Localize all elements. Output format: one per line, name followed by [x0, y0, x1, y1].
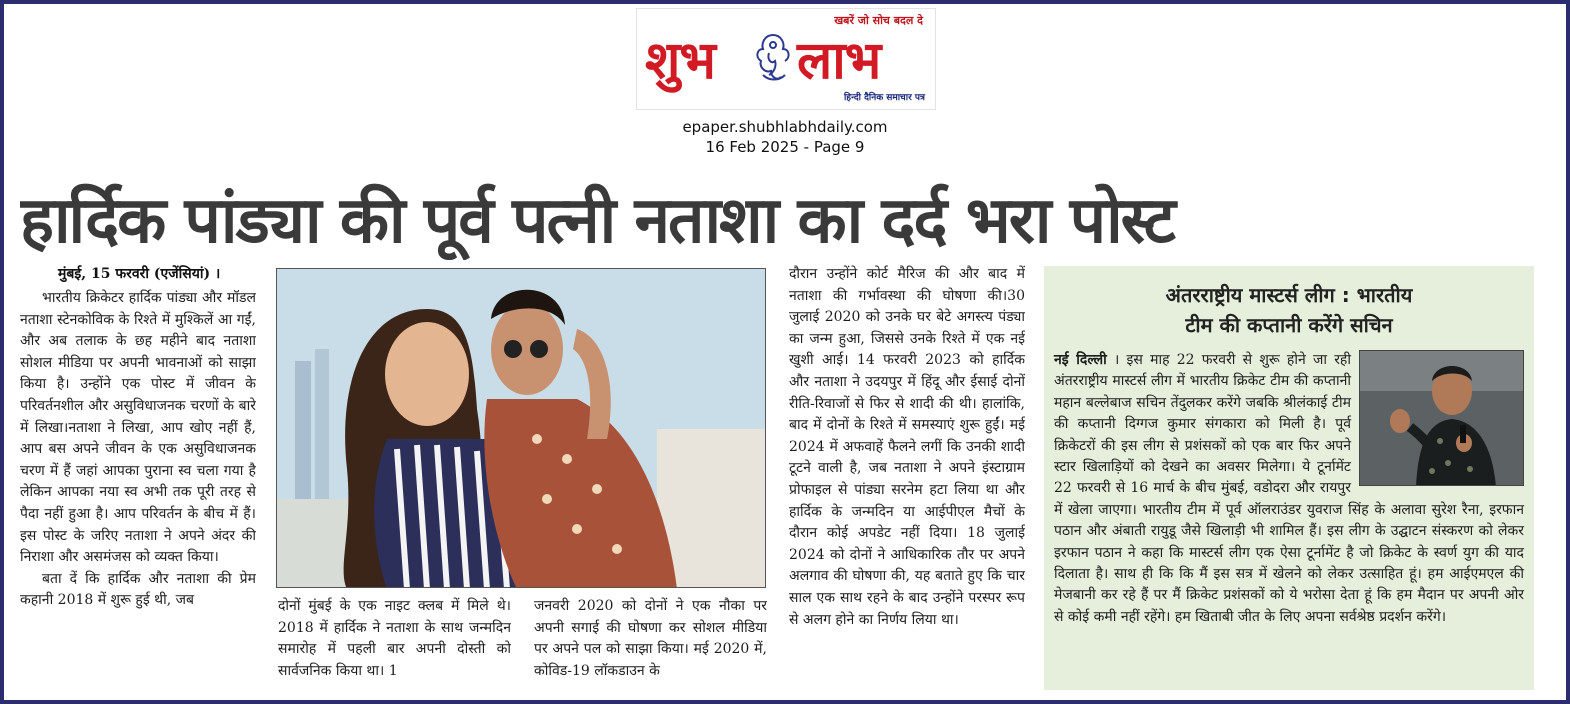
masthead-logo	[636, 8, 936, 110]
sidebar-text: । इस माह 22 फरवरी से शुरू होने जा रही अंतरराष्ट्रीय मास्टर्स लीग में भारतीय क्रिकेट टीम की कप्तानी महान बल्लेबाज सचिन तेंदुलकर करेंगे जबकि श्रीलंकाई टीम की कप्तानी दिग्गज कुमार संगकारा को मिली है। पूर्व क्रिकेटरों की इस लीग से प्रशंसकों को एक बार फिर अपने स्टार खिलाड़ियों को देखने का अवसर मिलेगा। ये टूर्नामेंट 22 फरवरी से 16 मार्च के बीच मुंबई, वडोदरा और रायपुर में खेला जाएगा। भारतीय टीम में पूर्व ऑलराउंडर युवराज सिंह के अलावा सुरेश रैना, इरफान पठान और अंबाती रायुडू जैसे खिलाड़ी भी शामिल हैं। इस लीग के उद्घाटन संस्करण को लेकर इरफान पठान ने कहा कि मास्टर्स लीग एक ऐसा टूर्नामेंट है जो क्रिकेट के स्वर्ण युग की याद दिलाता है। साथ ही कि कि मैं इस सत्र में खेलने को लेकर उत्साहित हूं। हम आईएमएल की मेजबानी कर रहे हैं पर मैं क्रिकेट प्रशंसकों को ये भरोसा देता हूं कि हम मैदान पर अपनी ओर से कोई कमी नहीं रहेंगे। हम खिताबी जीत के लिए अपना सर्वश्रेष्ठ प्रदर्शन करेंगे।	[1054, 352, 1524, 625]
article-column-1	[20, 288, 256, 688]
sidebar-headline-line: अंतरराष्ट्रीय मास्टर्स लीग : भारतीय	[1165, 283, 1413, 307]
masthead-tagline: खबरें जो सोच बदल दे	[834, 14, 923, 27]
article-column-3: जनवरी 2020 को दोनों ने एक नौका पर अपनी सगाई की घोषणा कर सोशल मीडिया पर अपने पल को साझा किया। मई 2020 में, कोविड-19 लॉकडाउन के	[534, 598, 767, 679]
logo-word-shubh: शुभ	[645, 31, 715, 91]
article-paragraph: भारतीय क्रिकेटर हार्दिक पांड्या और मॉडल नताशा स्टेनकोविक के रिश्ते में मुश्किलें आ गईं, और अब तलाक के छह महीने बाद नताशा सोशल मीडिया पर अपनी भावनाओं को साझा किया है। उन्होंने एक पोस्ट में जीवन के परिवर्तनशील और असुविधाजनक चरणों के बारे में लिखा।नताशा ने लिखा, आप खोए नहीं हैं, आप बस अपने जीवन के एक असुविधाजनक चरण में हैं जहां आपका पुराना स्व चला गया है लेकिन आपका नया स्व अभी तक पूरी तरह से पैदा नहीं हुआ है। आप परिवर्तन के बीच में हैं। इस पोस्ट के जरिए नताशा ने अपने अंदर की निराशा और असमंजस को व्यक्त किया।	[20, 290, 256, 566]
source-date: 16 Feb 2025 - Page 9	[705, 138, 865, 156]
article-headline: हार्दिक पांड्या की पूर्व पत्नी नताशा का दर्द भरा पोस्ट	[20, 184, 1174, 258]
sidebar-story	[1044, 266, 1534, 690]
article-column-4: दौरान उन्होंने कोर्ट मैरिज की और बाद में नताशा की गर्भावस्था की घोषणा की।30 जुलाई 2020 को उनके घर बेटे अगस्त्य पंड्या का जन्म हुआ, जिससे उनके रिश्ते में एक नई खुशी आई। 14 फरवरी 2023 को हार्दिक और नताशा ने उदयपुर में हिंदू और ईसाई दोनों रीति-रिवाजों से फिर से शादी की थी। हालांकि, बाद में दोनों के रिश्ते में समस्याएं शुरू हुईं। मई 2024 में अफवाहें फैलने लगीं कि उनकी शादी टूटने वाली है, जब नताशा ने अपने इंस्टाग्राम प्रोफाइल से पांड्या सरनेम हटा लिया था और हार्दिक के जन्मदिन या आईपीएल मैचों के दौरान कोई अपडेट नहीं दिया। 18 जुलाई 2024 को दोनों ने आधिकारिक तौर पर अपने अलगाव की घोषणा की, यह बताते हुए कि चार साल एक साथ रहने के बाद उन्होंने परस्पर रूप से अलग होने का निर्णय लिया था।	[789, 266, 1025, 628]
logo-word-labh: लाभ	[797, 31, 881, 91]
source-url: epaper.shubhlabhdaily.com	[682, 118, 888, 136]
article-column-2: दोनों मुंबई के एक नाइट क्लब में मिले थे। 2018 में हार्दिक ने नताशा के साथ जन्मदिन समारोह में पहली बार अपनी दोस्ती को सार्वजनिक किया था। 1	[278, 598, 511, 679]
sachin-photo-illustration	[1360, 351, 1524, 486]
couple-photo-illustration	[277, 269, 766, 588]
masthead-subtitle: हिन्दी दैनिक समाचार पत्र	[843, 93, 925, 103]
sidebar-dateline: नई दिल्ली	[1054, 352, 1107, 368]
article-photo	[276, 268, 766, 588]
sidebar-headline	[1054, 280, 1524, 340]
article-paragraph: बता दें कि हार्दिक और नताशा की प्रेम कहानी 2018 में शुरू हुई थी, जब	[20, 570, 256, 609]
ganesha-icon	[751, 31, 795, 83]
article-dateline: मुंबई, 15 फरवरी (एजेंसियां) ।	[58, 266, 221, 282]
sachin-photo	[1359, 350, 1524, 486]
sidebar-headline-line: टीम की कप्तानी करेंगे सचिन	[1185, 313, 1393, 337]
sidebar-body	[1054, 350, 1524, 628]
